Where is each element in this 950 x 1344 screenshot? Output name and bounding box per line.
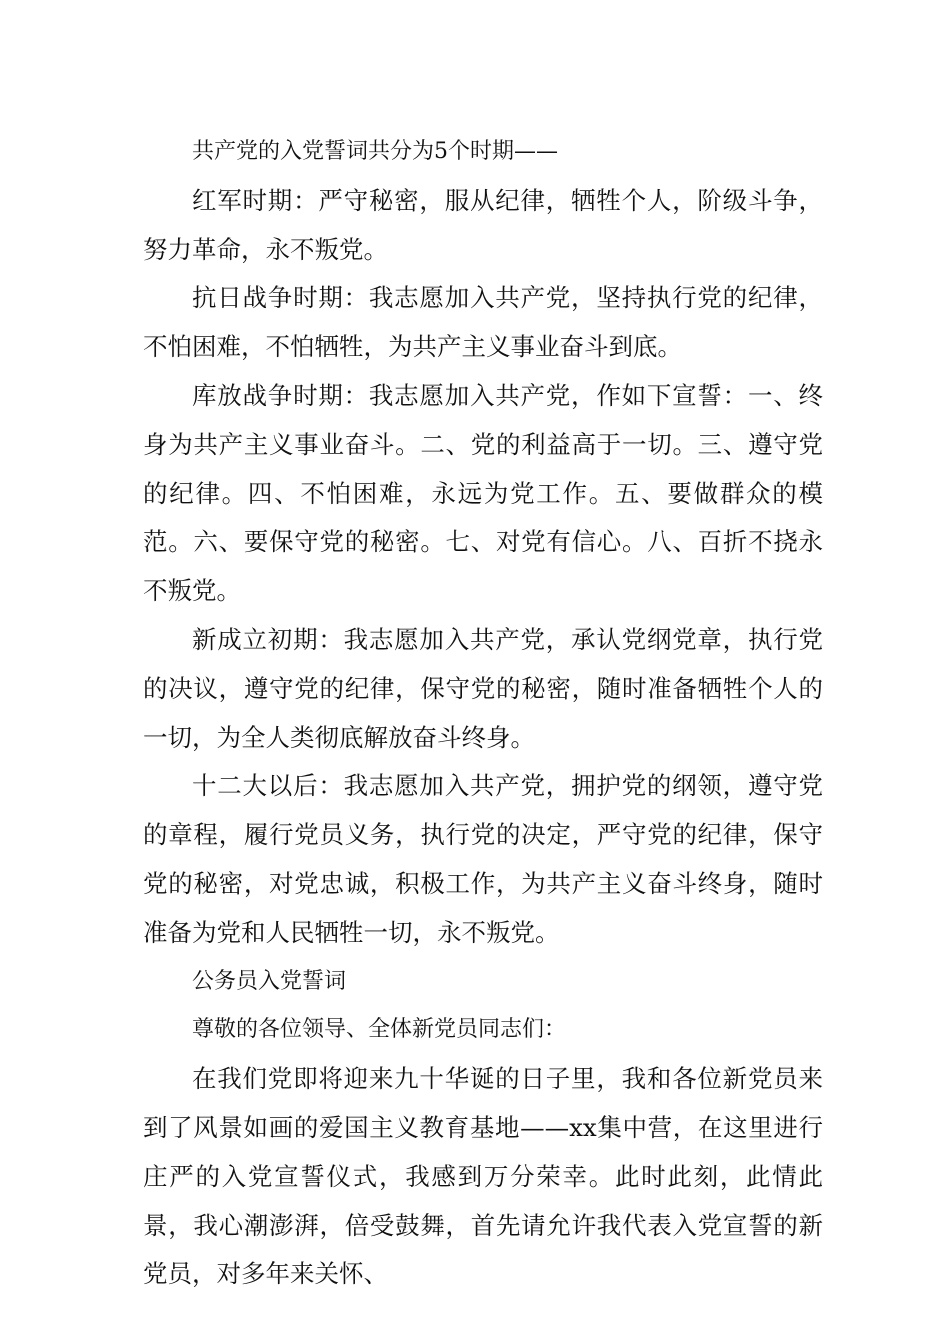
document-body — [143, 128, 823, 1299]
paragraph-liberation-war-period: 库放战争时期：我志愿加入共产党，作如下宣誓：一、终身为共产主义事业奋斗。二、党的利益高于一切。三、遵守党的纪律。四、不怕困难，永远为党工作。五、要做群众的模范。六、要保守党的秘密。七、对党有信心。八、百折不挠永不叛党。 — [143, 380, 823, 606]
civil-servant-oath-heading: 公务员入党誓词 — [192, 968, 347, 994]
paragraph-speech-opening: 在我们党即将迎来九十华诞的日子里，我和各位新党员来到了风景如画的爱国主义教育基地——xx集中营，在这里进行庄严的入党宣誓仪式，我感到万分荣幸。此时此刻，此情此景，我心潮澎湃，倍受鼓舞，首先请允许我代表入党宣誓的新党员，对多年来关怀、 — [143, 1064, 823, 1289]
paragraph-oath-periods-intro: 共产党的入党誓词共分为5个时期—— — [192, 139, 558, 164]
paragraph-early-prc-period: 新成立初期：我志愿加入共产党，承认党纲党章，执行党的决议，遵守党的纪律，保守党的秘密，随时准备牺牲个人的一切，为全人类彻底解放奋斗终身。 — [143, 624, 823, 752]
paragraph-red-army-period: 红军时期：严守秘密，服从纪律，牺牲个人，阶级斗争，努力革命，永不叛党。 — [143, 185, 823, 264]
paragraph-anti-japanese-period: 抗日战争时期：我志愿加入共产党，坚持执行党的纪律，不怕困难，不怕牺牲，为共产主义事业奋斗到底。 — [143, 283, 823, 362]
paragraph-after-12th-congress: 十二大以后：我志愿加入共产党，拥护党的纲领，遵守党的章程，履行党员义务，执行党的决定，严守党的纪律，保守党的秘密，对党忠诚，积极工作，为共产主义奋斗终身，随时准备为党和人民牺牲一切，永不叛党。 — [143, 771, 823, 947]
salutation: 尊敬的各位领导、全体新党员同志们： — [192, 1017, 567, 1043]
